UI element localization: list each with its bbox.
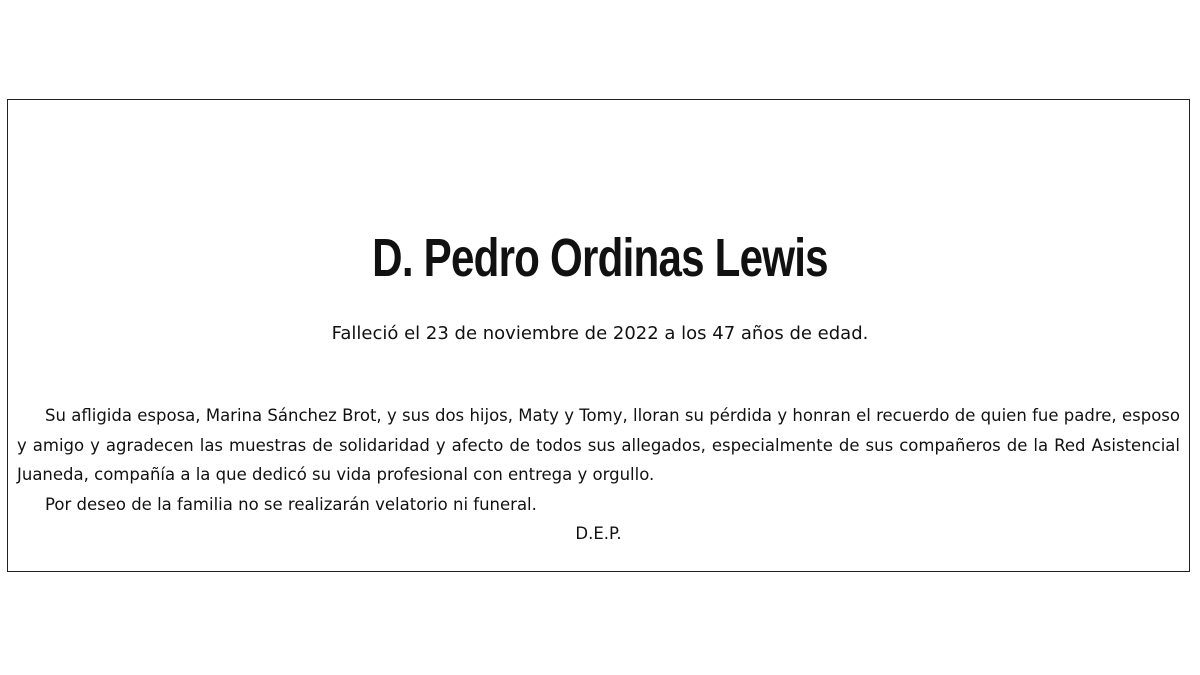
death-date-line: Falleció el 23 de noviembre de 2022 a los 47 años de edad. xyxy=(331,323,869,344)
obituary-body xyxy=(17,401,1180,549)
rest-in-peace: D.E.P. xyxy=(575,524,622,543)
family-paragraph: Su afligida esposa, Marina Sánchez Brot, y sus dos hijos, Maty y Tomy, lloran su pérdida y honran el recuerdo de quien fue padre, esposo y amigo y agradecen las muestras de solidaridad y afecto de todos sus allegados, especialmente de sus compañeros de la Red Asistencial Juaneda, compañía a la que dedicó su vida profesional con entrega y orgullo. xyxy=(17,406,1180,484)
funeral-paragraph: Por deseo de la familia no se realizarán velatorio ni funeral. xyxy=(45,494,537,514)
deceased-name: D. Pedro Ordinas Lewis xyxy=(372,228,828,288)
